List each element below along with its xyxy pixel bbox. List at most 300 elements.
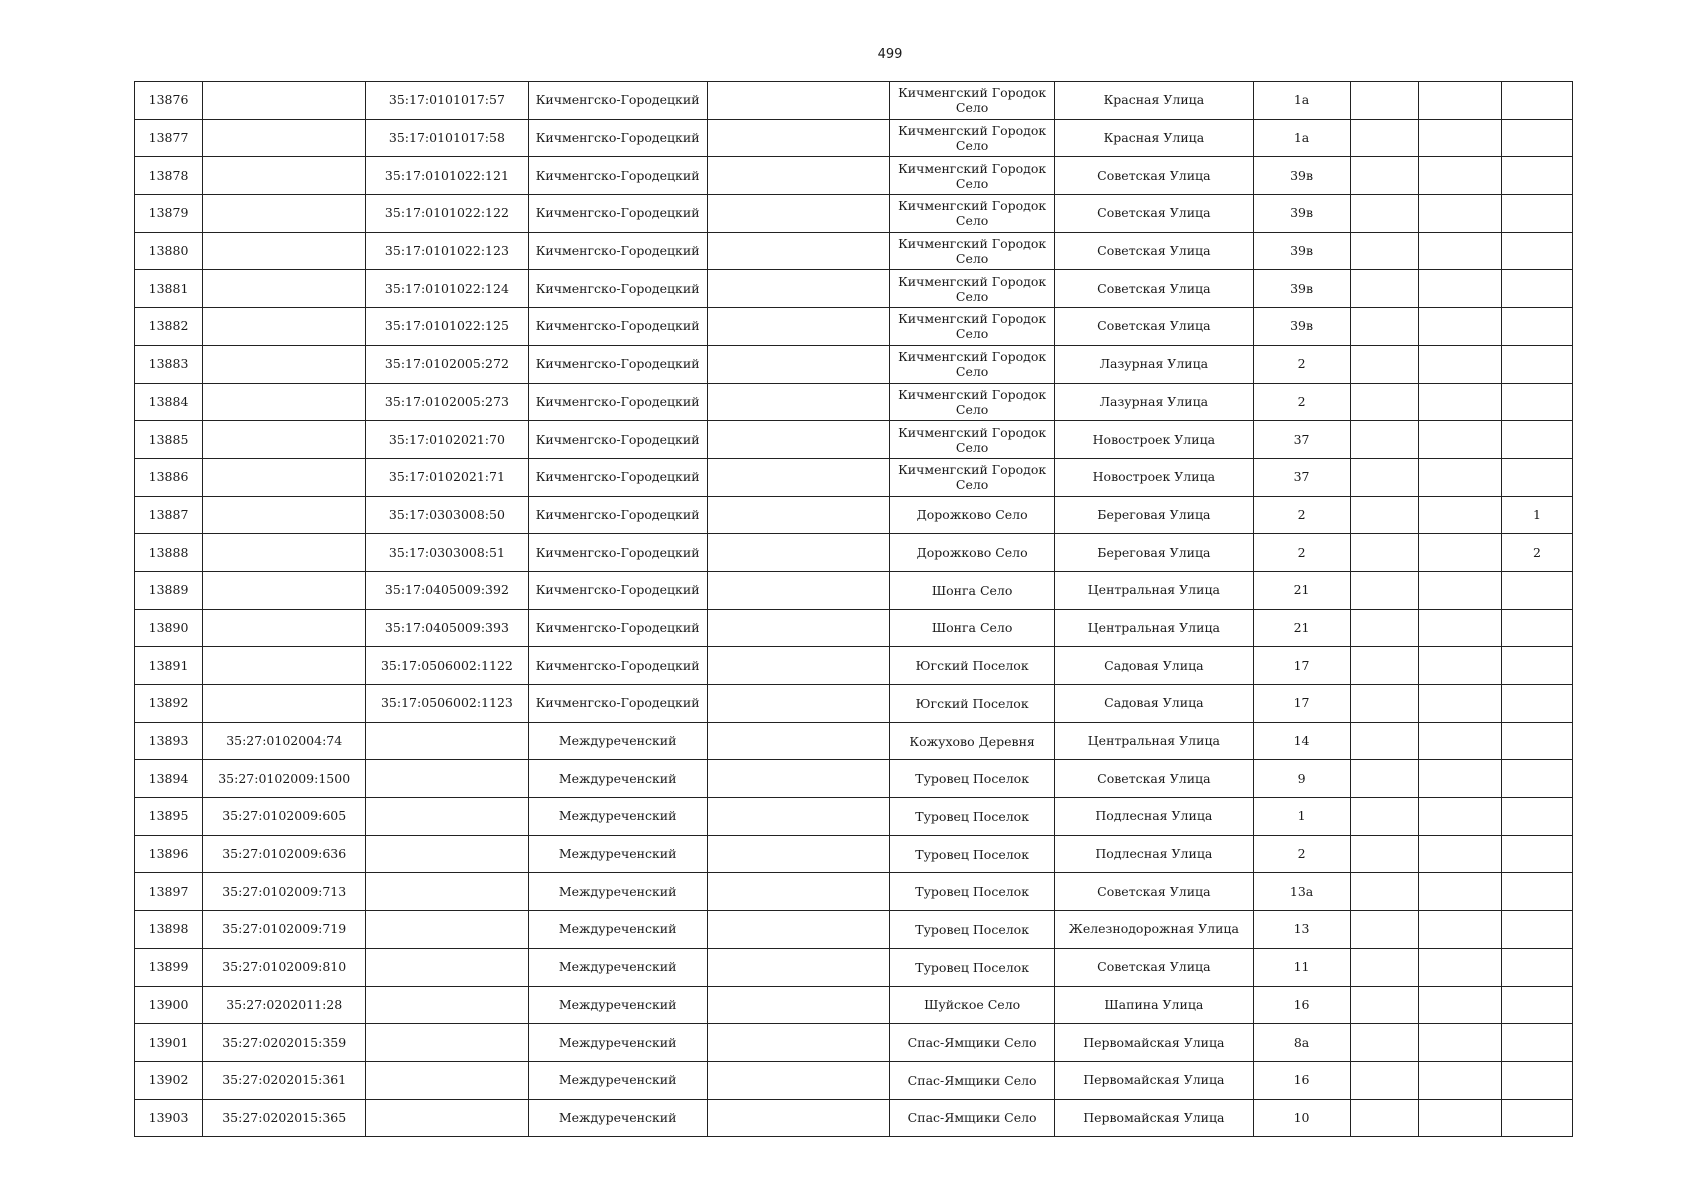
extra-column-1-cell — [1350, 609, 1418, 647]
table-row — [135, 157, 1573, 195]
district-cell: Междуреченский — [528, 873, 707, 911]
street-cell: Советская Улица — [1055, 195, 1253, 233]
row-number-cell: 13902 — [135, 1061, 203, 1099]
house-number-cell: 2 — [1253, 383, 1350, 421]
row-number-cell: 13891 — [135, 647, 203, 685]
cadastral-number-b-cell — [366, 1024, 528, 1062]
settlement-cell: Спас-Ямщики Село — [890, 1061, 1055, 1099]
street-cell: Новостроек Улица — [1055, 421, 1253, 459]
extra-column-2-cell — [1418, 458, 1501, 496]
extra-column-2-cell — [1418, 308, 1501, 346]
table-row — [135, 1099, 1573, 1137]
extra-column-2-cell — [1418, 835, 1501, 873]
extra-column-2-cell — [1418, 345, 1501, 383]
table-row — [135, 308, 1573, 346]
settlement-cell: Кичменгский Городок Село — [890, 421, 1055, 459]
settlement-cell: Югский Поселок — [890, 685, 1055, 723]
empty-cell — [707, 760, 889, 798]
house-number-cell: 13а — [1253, 873, 1350, 911]
cadastral-number-a-cell: 35:27:0102004:74 — [203, 722, 366, 760]
extra-column-2-cell — [1418, 873, 1501, 911]
cadastral-number-a-cell: 35:27:0102009:719 — [203, 911, 366, 949]
district-cell: Междуреченский — [528, 986, 707, 1024]
extra-column-1-cell — [1350, 421, 1418, 459]
cadastral-number-a-cell — [203, 609, 366, 647]
extra-column-2-cell — [1418, 1061, 1501, 1099]
empty-cell — [707, 609, 889, 647]
table-row — [135, 458, 1573, 496]
cadastral-number-a-cell — [203, 345, 366, 383]
row-number-cell: 13892 — [135, 685, 203, 723]
district-cell: Междуреченский — [528, 1024, 707, 1062]
settlement-cell: Туровец Поселок — [890, 948, 1055, 986]
extra-column-2-cell — [1418, 1024, 1501, 1062]
district-cell: Междуреченский — [528, 760, 707, 798]
cadastral-number-a-cell — [203, 458, 366, 496]
cadastral-number-a-cell — [203, 383, 366, 421]
cadastral-number-b-cell: 35:17:0101022:125 — [366, 308, 528, 346]
cadastral-number-a-cell — [203, 534, 366, 572]
street-cell: Центральная Улица — [1055, 722, 1253, 760]
extra-column-1-cell — [1350, 1099, 1418, 1137]
extra-column-2-cell — [1418, 82, 1501, 120]
settlement-cell: Кичменгский Городок Село — [890, 195, 1055, 233]
empty-cell — [707, 986, 889, 1024]
cadastral-number-b-cell: 35:17:0101022:122 — [366, 195, 528, 233]
district-cell: Кичменгско-Городецкий — [528, 232, 707, 270]
house-number-cell: 2 — [1253, 534, 1350, 572]
extra-column-3-cell — [1501, 232, 1572, 270]
cadastral-number-b-cell — [366, 873, 528, 911]
district-cell: Междуреченский — [528, 722, 707, 760]
extra-column-1-cell — [1350, 798, 1418, 836]
cadastral-number-a-cell — [203, 685, 366, 723]
extra-column-2-cell — [1418, 157, 1501, 195]
cadastral-number-b-cell: 35:17:0405009:393 — [366, 609, 528, 647]
settlement-cell: Кичменгский Городок Село — [890, 345, 1055, 383]
settlement-cell: Туровец Поселок — [890, 760, 1055, 798]
house-number-cell: 9 — [1253, 760, 1350, 798]
empty-cell — [707, 119, 889, 157]
empty-cell — [707, 647, 889, 685]
cadastral-number-a-cell — [203, 421, 366, 459]
extra-column-2-cell — [1418, 232, 1501, 270]
extra-column-3-cell — [1501, 948, 1572, 986]
house-number-cell: 39в — [1253, 308, 1350, 346]
row-number-cell: 13895 — [135, 798, 203, 836]
extra-column-1-cell — [1350, 157, 1418, 195]
cadastral-number-b-cell: 35:17:0101022:124 — [366, 270, 528, 308]
row-number-cell: 13890 — [135, 609, 203, 647]
extra-column-1-cell — [1350, 760, 1418, 798]
settlement-cell: Шонга Село — [890, 609, 1055, 647]
settlement-cell: Дорожково Село — [890, 534, 1055, 572]
table-row — [135, 760, 1573, 798]
house-number-cell: 1а — [1253, 119, 1350, 157]
cadastral-number-b-cell: 35:17:0102021:70 — [366, 421, 528, 459]
extra-column-2-cell — [1418, 534, 1501, 572]
cadastral-number-b-cell — [366, 986, 528, 1024]
settlement-cell: Дорожково Село — [890, 496, 1055, 534]
row-number-cell: 13889 — [135, 571, 203, 609]
empty-cell — [707, 383, 889, 421]
row-number-cell: 13878 — [135, 157, 203, 195]
table-row — [135, 496, 1573, 534]
row-number-cell: 13900 — [135, 986, 203, 1024]
row-number-cell: 13897 — [135, 873, 203, 911]
extra-column-2-cell — [1418, 986, 1501, 1024]
row-number-cell: 13896 — [135, 835, 203, 873]
empty-cell — [707, 873, 889, 911]
table-row — [135, 1061, 1573, 1099]
table-row — [135, 647, 1573, 685]
cadastral-number-a-cell — [203, 119, 366, 157]
extra-column-1-cell — [1350, 345, 1418, 383]
empty-cell — [707, 835, 889, 873]
street-cell: Советская Улица — [1055, 873, 1253, 911]
street-cell: Красная Улица — [1055, 119, 1253, 157]
street-cell: Советская Улица — [1055, 157, 1253, 195]
extra-column-1-cell — [1350, 948, 1418, 986]
row-number-cell: 13877 — [135, 119, 203, 157]
cadastral-number-a-cell — [203, 82, 366, 120]
table-row — [135, 232, 1573, 270]
cadastral-number-b-cell: 35:17:0506002:1122 — [366, 647, 528, 685]
empty-cell — [707, 308, 889, 346]
cadastral-number-b-cell — [366, 1099, 528, 1137]
row-number-cell: 13901 — [135, 1024, 203, 1062]
house-number-cell: 2 — [1253, 496, 1350, 534]
street-cell: Шапина Улица — [1055, 986, 1253, 1024]
street-cell: Лазурная Улица — [1055, 383, 1253, 421]
cadastral-number-a-cell: 35:27:0102009:1500 — [203, 760, 366, 798]
empty-cell — [707, 195, 889, 233]
street-cell: Советская Улица — [1055, 760, 1253, 798]
street-cell: Первомайская Улица — [1055, 1061, 1253, 1099]
extra-column-3-cell — [1501, 1061, 1572, 1099]
district-cell: Кичменгско-Городецкий — [528, 647, 707, 685]
extra-column-2-cell — [1418, 195, 1501, 233]
district-cell: Кичменгско-Городецкий — [528, 383, 707, 421]
cadastral-number-a-cell — [203, 647, 366, 685]
extra-column-2-cell — [1418, 685, 1501, 723]
table-row — [135, 270, 1573, 308]
house-number-cell: 21 — [1253, 609, 1350, 647]
extra-column-1-cell — [1350, 647, 1418, 685]
table-body — [135, 82, 1573, 1137]
empty-cell — [707, 1099, 889, 1137]
table-row — [135, 534, 1573, 572]
house-number-cell: 8а — [1253, 1024, 1350, 1062]
street-cell: Береговая Улица — [1055, 496, 1253, 534]
empty-cell — [707, 458, 889, 496]
cadastral-number-b-cell — [366, 948, 528, 986]
extra-column-1-cell — [1350, 571, 1418, 609]
table-row — [135, 685, 1573, 723]
street-cell: Садовая Улица — [1055, 685, 1253, 723]
cadastral-number-b-cell: 35:17:0506002:1123 — [366, 685, 528, 723]
street-cell: Подлесная Улица — [1055, 798, 1253, 836]
row-number-cell: 13885 — [135, 421, 203, 459]
settlement-cell: Туровец Поселок — [890, 873, 1055, 911]
extra-column-3-cell — [1501, 119, 1572, 157]
cadastral-number-a-cell — [203, 571, 366, 609]
extra-column-3-cell — [1501, 345, 1572, 383]
settlement-cell: Югский Поселок — [890, 647, 1055, 685]
table-row — [135, 948, 1573, 986]
extra-column-3-cell — [1501, 571, 1572, 609]
settlement-cell: Спас-Ямщики Село — [890, 1099, 1055, 1137]
house-number-cell: 14 — [1253, 722, 1350, 760]
extra-column-2-cell — [1418, 647, 1501, 685]
extra-column-1-cell — [1350, 835, 1418, 873]
extra-column-3-cell — [1501, 1024, 1572, 1062]
cadastral-number-a-cell — [203, 308, 366, 346]
cadastral-number-b-cell — [366, 798, 528, 836]
house-number-cell: 37 — [1253, 421, 1350, 459]
row-number-cell: 13879 — [135, 195, 203, 233]
extra-column-2-cell — [1418, 119, 1501, 157]
table-row — [135, 911, 1573, 949]
street-cell: Первомайская Улица — [1055, 1099, 1253, 1137]
cadastral-number-b-cell: 35:17:0102005:272 — [366, 345, 528, 383]
house-number-cell: 16 — [1253, 986, 1350, 1024]
extra-column-1-cell — [1350, 195, 1418, 233]
district-cell: Кичменгско-Городецкий — [528, 308, 707, 346]
house-number-cell: 2 — [1253, 835, 1350, 873]
extra-column-2-cell — [1418, 270, 1501, 308]
street-cell: Советская Улица — [1055, 308, 1253, 346]
empty-cell — [707, 911, 889, 949]
table-row — [135, 195, 1573, 233]
district-cell: Междуреченский — [528, 911, 707, 949]
table-row — [135, 383, 1573, 421]
row-number-cell: 13881 — [135, 270, 203, 308]
district-cell: Кичменгско-Городецкий — [528, 345, 707, 383]
street-cell: Советская Улица — [1055, 270, 1253, 308]
row-number-cell: 13884 — [135, 383, 203, 421]
cadastral-number-b-cell: 35:17:0101017:58 — [366, 119, 528, 157]
settlement-cell: Кожухово Деревня — [890, 722, 1055, 760]
row-number-cell: 13898 — [135, 911, 203, 949]
table-row — [135, 82, 1573, 120]
row-number-cell: 13894 — [135, 760, 203, 798]
settlement-cell: Туровец Поселок — [890, 911, 1055, 949]
street-cell: Новостроек Улица — [1055, 458, 1253, 496]
table-row — [135, 609, 1573, 647]
cadastral-number-b-cell: 35:17:0102021:71 — [366, 458, 528, 496]
extra-column-2-cell — [1418, 948, 1501, 986]
district-cell: Междуреченский — [528, 1099, 707, 1137]
extra-column-2-cell — [1418, 571, 1501, 609]
street-cell: Первомайская Улица — [1055, 1024, 1253, 1062]
cadastral-number-a-cell: 35:27:0202015:361 — [203, 1061, 366, 1099]
house-number-cell: 37 — [1253, 458, 1350, 496]
table-row — [135, 873, 1573, 911]
district-cell: Кичменгско-Городецкий — [528, 82, 707, 120]
cadastral-number-b-cell: 35:17:0101017:57 — [366, 82, 528, 120]
street-cell: Центральная Улица — [1055, 571, 1253, 609]
settlement-cell: Кичменгский Городок Село — [890, 270, 1055, 308]
settlement-cell: Шуйское Село — [890, 986, 1055, 1024]
extra-column-3-cell — [1501, 722, 1572, 760]
table-row — [135, 798, 1573, 836]
street-cell: Советская Улица — [1055, 948, 1253, 986]
extra-column-3-cell — [1501, 609, 1572, 647]
cadastral-number-b-cell — [366, 722, 528, 760]
extra-column-1-cell — [1350, 685, 1418, 723]
extra-column-1-cell — [1350, 1061, 1418, 1099]
extra-column-3-cell: 2 — [1501, 534, 1572, 572]
row-number-cell: 13888 — [135, 534, 203, 572]
table-row — [135, 1024, 1573, 1062]
extra-column-3-cell — [1501, 911, 1572, 949]
house-number-cell: 39в — [1253, 195, 1350, 233]
cadastral-number-a-cell — [203, 195, 366, 233]
house-number-cell: 17 — [1253, 647, 1350, 685]
extra-column-3-cell — [1501, 421, 1572, 459]
row-number-cell: 13903 — [135, 1099, 203, 1137]
extra-column-1-cell — [1350, 270, 1418, 308]
street-cell: Красная Улица — [1055, 82, 1253, 120]
extra-column-3-cell: 1 — [1501, 496, 1572, 534]
empty-cell — [707, 1024, 889, 1062]
settlement-cell: Кичменгский Городок Село — [890, 383, 1055, 421]
table-row — [135, 119, 1573, 157]
extra-column-1-cell — [1350, 383, 1418, 421]
street-cell: Садовая Улица — [1055, 647, 1253, 685]
extra-column-2-cell — [1418, 383, 1501, 421]
extra-column-1-cell — [1350, 873, 1418, 911]
house-number-cell: 39в — [1253, 270, 1350, 308]
settlement-cell: Шонга Село — [890, 571, 1055, 609]
cadastral-number-a-cell: 35:27:0202011:28 — [203, 986, 366, 1024]
cadastral-number-a-cell: 35:27:0102009:713 — [203, 873, 366, 911]
district-cell: Кичменгско-Городецкий — [528, 119, 707, 157]
cadastral-number-b-cell: 35:17:0101022:121 — [366, 157, 528, 195]
cadastral-number-a-cell: 35:27:0102009:636 — [203, 835, 366, 873]
extra-column-3-cell — [1501, 685, 1572, 723]
district-cell: Кичменгско-Городецкий — [528, 157, 707, 195]
extra-column-3-cell — [1501, 383, 1572, 421]
extra-column-2-cell — [1418, 722, 1501, 760]
empty-cell — [707, 157, 889, 195]
settlement-cell: Кичменгский Городок Село — [890, 119, 1055, 157]
house-number-cell: 11 — [1253, 948, 1350, 986]
extra-column-2-cell — [1418, 911, 1501, 949]
registry-table — [134, 81, 1573, 1137]
house-number-cell: 1 — [1253, 798, 1350, 836]
extra-column-3-cell — [1501, 195, 1572, 233]
row-number-cell: 13899 — [135, 948, 203, 986]
district-cell: Кичменгско-Городецкий — [528, 421, 707, 459]
extra-column-3-cell — [1501, 157, 1572, 195]
extra-column-2-cell — [1418, 760, 1501, 798]
extra-column-2-cell — [1418, 496, 1501, 534]
district-cell: Кичменгско-Городецкий — [528, 534, 707, 572]
empty-cell — [707, 496, 889, 534]
row-number-cell: 13876 — [135, 82, 203, 120]
table-row — [135, 835, 1573, 873]
extra-column-3-cell — [1501, 270, 1572, 308]
district-cell: Кичменгско-Городецкий — [528, 685, 707, 723]
empty-cell — [707, 798, 889, 836]
cadastral-number-b-cell — [366, 911, 528, 949]
district-cell: Междуреченский — [528, 948, 707, 986]
cadastral-number-b-cell: 35:17:0303008:50 — [366, 496, 528, 534]
row-number-cell: 13880 — [135, 232, 203, 270]
row-number-cell: 13883 — [135, 345, 203, 383]
cadastral-number-b-cell — [366, 1061, 528, 1099]
empty-cell — [707, 685, 889, 723]
district-cell: Междуреченский — [528, 1061, 707, 1099]
extra-column-3-cell — [1501, 458, 1572, 496]
table-row — [135, 722, 1573, 760]
cadastral-number-a-cell — [203, 157, 366, 195]
house-number-cell: 2 — [1253, 345, 1350, 383]
extra-column-3-cell — [1501, 1099, 1572, 1137]
house-number-cell: 17 — [1253, 685, 1350, 723]
house-number-cell: 10 — [1253, 1099, 1350, 1137]
house-number-cell: 1а — [1253, 82, 1350, 120]
cadastral-number-b-cell: 35:17:0405009:392 — [366, 571, 528, 609]
street-cell: Береговая Улица — [1055, 534, 1253, 572]
row-number-cell: 13887 — [135, 496, 203, 534]
district-cell: Междуреченский — [528, 798, 707, 836]
row-number-cell: 13893 — [135, 722, 203, 760]
district-cell: Кичменгско-Городецкий — [528, 571, 707, 609]
district-cell: Междуреченский — [528, 835, 707, 873]
cadastral-number-a-cell: 35:27:0102009:605 — [203, 798, 366, 836]
settlement-cell: Кичменгский Городок Село — [890, 82, 1055, 120]
cadastral-number-b-cell: 35:17:0102005:273 — [366, 383, 528, 421]
street-cell: Центральная Улица — [1055, 609, 1253, 647]
extra-column-1-cell — [1350, 534, 1418, 572]
cadastral-number-a-cell: 35:27:0202015:365 — [203, 1099, 366, 1137]
empty-cell — [707, 345, 889, 383]
extra-column-3-cell — [1501, 647, 1572, 685]
extra-column-2-cell — [1418, 609, 1501, 647]
extra-column-3-cell — [1501, 835, 1572, 873]
settlement-cell: Кичменгский Городок Село — [890, 308, 1055, 346]
extra-column-3-cell — [1501, 798, 1572, 836]
settlement-cell: Спас-Ямщики Село — [890, 1024, 1055, 1062]
house-number-cell: 39в — [1253, 232, 1350, 270]
extra-column-1-cell — [1350, 82, 1418, 120]
house-number-cell: 13 — [1253, 911, 1350, 949]
district-cell: Кичменгско-Городецкий — [528, 270, 707, 308]
extra-column-2-cell — [1418, 421, 1501, 459]
cadastral-number-b-cell — [366, 835, 528, 873]
cadastral-number-a-cell — [203, 270, 366, 308]
house-number-cell: 39в — [1253, 157, 1350, 195]
empty-cell — [707, 948, 889, 986]
extra-column-1-cell — [1350, 458, 1418, 496]
extra-column-2-cell — [1418, 1099, 1501, 1137]
cadastral-number-a-cell: 35:27:0202015:359 — [203, 1024, 366, 1062]
settlement-cell: Туровец Поселок — [890, 835, 1055, 873]
street-cell: Лазурная Улица — [1055, 345, 1253, 383]
table-row — [135, 571, 1573, 609]
table-row — [135, 421, 1573, 459]
cadastral-number-a-cell — [203, 496, 366, 534]
extra-column-1-cell — [1350, 308, 1418, 346]
extra-column-1-cell — [1350, 986, 1418, 1024]
empty-cell — [707, 571, 889, 609]
district-cell: Кичменгско-Городецкий — [528, 609, 707, 647]
extra-column-1-cell — [1350, 911, 1418, 949]
house-number-cell: 21 — [1253, 571, 1350, 609]
